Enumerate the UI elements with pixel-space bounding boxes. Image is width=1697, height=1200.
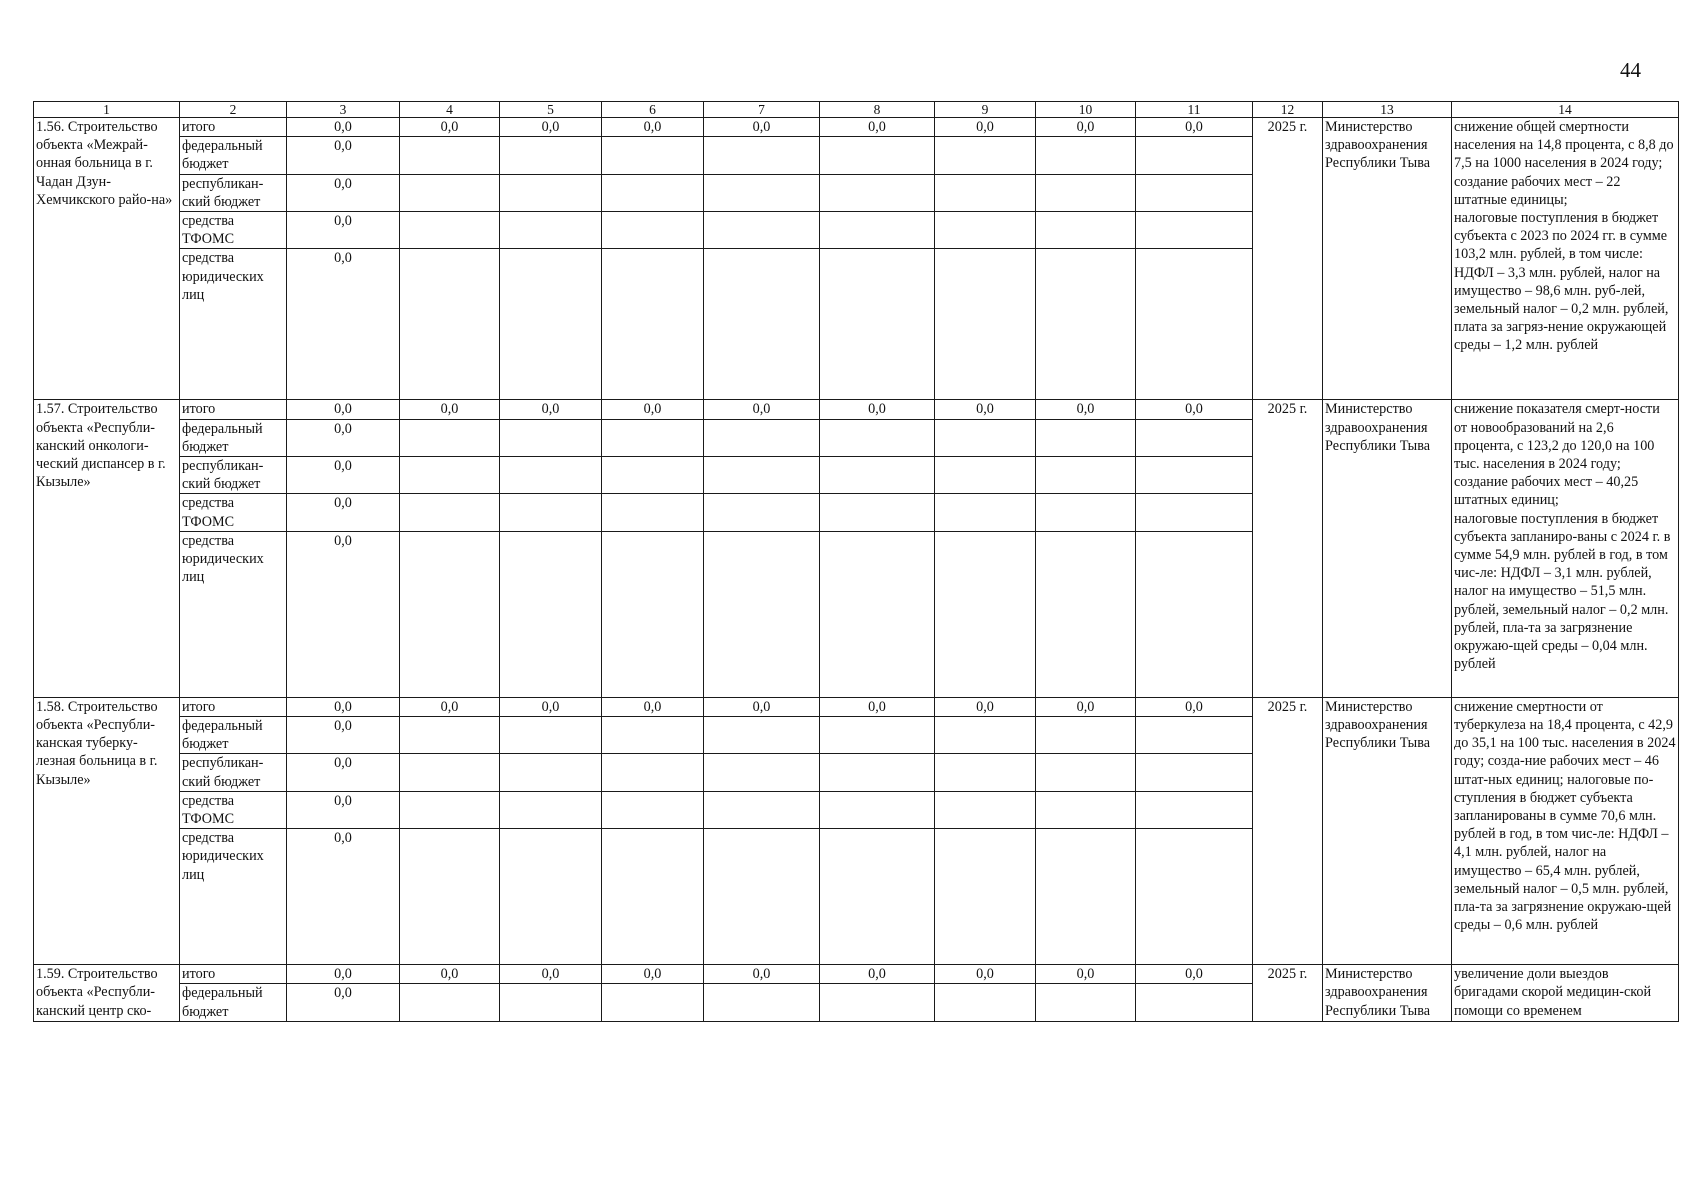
funding-source: средства ТФОМС bbox=[180, 212, 287, 249]
funding-value bbox=[704, 494, 820, 531]
funding-value: 0,0 bbox=[500, 118, 602, 137]
measure-title: 1.56. Строительство объекта «Межрай-онная больница в г. Чадан Дзун-Хемчикского райо-на» bbox=[34, 118, 180, 400]
funding-value: 0,0 bbox=[820, 118, 935, 137]
funding-value bbox=[400, 137, 500, 174]
funding-value bbox=[1036, 717, 1136, 754]
column-number: 1 bbox=[34, 102, 180, 118]
funding-value bbox=[704, 174, 820, 211]
funding-value: 0,0 bbox=[1036, 118, 1136, 137]
funding-value: 0,0 bbox=[935, 118, 1036, 137]
funding-value bbox=[1136, 174, 1253, 211]
funding-source: федеральный бюджет bbox=[180, 419, 287, 456]
funding-value bbox=[935, 457, 1036, 494]
funding-value: 0,0 bbox=[602, 400, 704, 419]
funding-value bbox=[820, 717, 935, 754]
funding-value bbox=[400, 457, 500, 494]
funding-value bbox=[1136, 494, 1253, 531]
funding-value bbox=[1036, 754, 1136, 791]
funding-value bbox=[704, 984, 820, 1021]
completion-year: 2025 г. bbox=[1253, 965, 1323, 1022]
funding-value bbox=[400, 212, 500, 249]
responsible-ministry: Министерство здравоохранения Республики Тыва bbox=[1323, 118, 1452, 400]
funding-value bbox=[500, 174, 602, 211]
measure-title: 1.59. Строительство объекта «Республи-канский центр ско- bbox=[34, 965, 180, 1022]
funding-value bbox=[1036, 174, 1136, 211]
column-number: 8 bbox=[820, 102, 935, 118]
funding-value bbox=[1036, 212, 1136, 249]
funding-source: республикан-ский бюджет bbox=[180, 174, 287, 211]
column-number: 12 bbox=[1253, 102, 1323, 118]
funding-value bbox=[935, 829, 1036, 965]
funding-value: 0,0 bbox=[400, 697, 500, 716]
funding-value bbox=[820, 754, 935, 791]
funding-value bbox=[820, 249, 935, 400]
completion-year: 2025 г. bbox=[1253, 697, 1323, 964]
funding-source: федеральный бюджет bbox=[180, 137, 287, 174]
funding-value: 0,0 bbox=[500, 697, 602, 716]
funding-value: 0,0 bbox=[1136, 697, 1253, 716]
funding-value bbox=[400, 419, 500, 456]
funding-value: 0,0 bbox=[500, 400, 602, 419]
funding-value bbox=[400, 984, 500, 1021]
expected-results: снижение смертности от туберкулеза на 18,4 процента, с 42,9 до 35,1 на 100 тыс. населения в 2024 году; созда-ние рабочих мест – 46 штат-ных единиц; налоговые по-ступления в бюджет субъекта запланированы в сумме 70,6 млн. рублей в год, в том чис-ле: НДФЛ – 4,1 млн. рублей, налог на имущество – 65,4 млн. рублей, земельный налог – 0,5 млн. рублей, пла-та за загрязнение окружаю-щей среды – 0,6 млн. рублей bbox=[1452, 697, 1679, 964]
funding-value bbox=[602, 829, 704, 965]
funding-source: республикан-ский бюджет bbox=[180, 754, 287, 791]
funding-value bbox=[704, 829, 820, 965]
funding-value bbox=[400, 754, 500, 791]
funding-value bbox=[602, 717, 704, 754]
funding-value bbox=[1136, 984, 1253, 1021]
funding-value bbox=[602, 494, 704, 531]
responsible-ministry: Министерство здравоохранения Республики Тыва bbox=[1323, 697, 1452, 964]
column-number: 10 bbox=[1036, 102, 1136, 118]
funding-value bbox=[602, 249, 704, 400]
funding-value: 0,0 bbox=[400, 118, 500, 137]
funding-source: средства ТФОМС bbox=[180, 791, 287, 828]
table-row bbox=[34, 400, 1679, 419]
funding-value bbox=[704, 212, 820, 249]
funding-value bbox=[1136, 419, 1253, 456]
funding-source: средства юридических лиц bbox=[180, 829, 287, 965]
funding-value bbox=[500, 137, 602, 174]
funding-value: 0,0 bbox=[820, 697, 935, 716]
expected-results: снижение показателя смерт-ности от новообразований на 2,6 процента, с 123,2 до 120,0 на 100 тыс. населения в 2024 году; создание рабочих мест – 40,25 штатных единиц; налоговые поступления в бюджет субъекта запланиро-ваны с 2024 г. в сумме 54,9 млн. рублей в год, в том чис-ле: НДФЛ – 3,1 млн. рублей, налог на имущество – 51,5 млн. рублей, земельный налог – 0,2 млн. рублей, пла-та за загрязнение окружаю-щей среды – 0,04 млн. рублей bbox=[1452, 400, 1679, 697]
completion-year: 2025 г. bbox=[1253, 400, 1323, 697]
column-number: 7 bbox=[704, 102, 820, 118]
funding-value: 0,0 bbox=[704, 697, 820, 716]
program-table bbox=[33, 101, 1679, 1022]
funding-source: итого bbox=[180, 400, 287, 419]
funding-value: 0,0 bbox=[1036, 965, 1136, 984]
funding-value bbox=[935, 137, 1036, 174]
funding-value bbox=[1136, 249, 1253, 400]
funding-value bbox=[1036, 791, 1136, 828]
column-number: 3 bbox=[287, 102, 400, 118]
funding-value: 0,0 bbox=[602, 697, 704, 716]
funding-value: 0,0 bbox=[287, 754, 400, 791]
funding-value bbox=[1036, 419, 1136, 456]
funding-source: итого bbox=[180, 965, 287, 984]
funding-value: 0,0 bbox=[287, 249, 400, 400]
funding-source: федеральный бюджет bbox=[180, 717, 287, 754]
funding-value bbox=[820, 419, 935, 456]
funding-value bbox=[1036, 249, 1136, 400]
funding-value bbox=[500, 829, 602, 965]
funding-value bbox=[602, 457, 704, 494]
funding-value bbox=[1136, 791, 1253, 828]
funding-value bbox=[820, 212, 935, 249]
measure-title: 1.58. Строительство объекта «Республи-канская туберку-лезная больница в г. Кызыле» bbox=[34, 697, 180, 964]
expected-results: снижение общей смертности населения на 14,8 процента, с 8,8 до 7,5 на 1000 населения в 2024 году; создание рабочих мест – 22 штатные единицы; налоговые поступления в бюджет субъекта с 2023 по 2024 гг. в сумме 103,2 млн. рублей, в том числе: НДФЛ – 3,3 млн. рублей, налог на имущество – 98,6 млн. руб-лей, земельный налог – 0,2 млн. рублей, плата за загряз-нение окружающей среды – 1,2 млн. рублей bbox=[1452, 118, 1679, 400]
expected-results: увеличение доли выездов бригадами скорой медицин-ской помощи со временем bbox=[1452, 965, 1679, 1022]
funding-value bbox=[1036, 457, 1136, 494]
funding-value bbox=[704, 249, 820, 400]
funding-value bbox=[820, 174, 935, 211]
funding-value bbox=[602, 791, 704, 828]
funding-value bbox=[935, 249, 1036, 400]
funding-value bbox=[500, 791, 602, 828]
funding-value bbox=[820, 494, 935, 531]
column-number: 11 bbox=[1136, 102, 1253, 118]
column-number: 13 bbox=[1323, 102, 1452, 118]
column-number: 2 bbox=[180, 102, 287, 118]
funding-value bbox=[820, 531, 935, 697]
measure-title: 1.57. Строительство объекта «Республи-канский онкологи-ческий диспансер в г. Кызыле» bbox=[34, 400, 180, 697]
funding-source: республикан-ский бюджет bbox=[180, 457, 287, 494]
funding-value: 0,0 bbox=[287, 829, 400, 965]
funding-value bbox=[935, 494, 1036, 531]
column-number: 6 bbox=[602, 102, 704, 118]
funding-value bbox=[500, 531, 602, 697]
funding-value: 0,0 bbox=[287, 697, 400, 716]
funding-value bbox=[704, 531, 820, 697]
funding-value: 0,0 bbox=[287, 419, 400, 456]
funding-value bbox=[400, 531, 500, 697]
funding-source: итого bbox=[180, 697, 287, 716]
funding-value bbox=[1036, 829, 1136, 965]
page-number: 44 bbox=[1620, 58, 1641, 82]
funding-value bbox=[1136, 457, 1253, 494]
funding-value bbox=[1136, 531, 1253, 697]
funding-value bbox=[1036, 984, 1136, 1021]
funding-value bbox=[820, 791, 935, 828]
funding-value bbox=[400, 791, 500, 828]
funding-value bbox=[935, 174, 1036, 211]
funding-value bbox=[1036, 494, 1136, 531]
funding-value bbox=[602, 419, 704, 456]
funding-value bbox=[935, 791, 1036, 828]
funding-value bbox=[704, 419, 820, 456]
funding-value: 0,0 bbox=[602, 965, 704, 984]
funding-value: 0,0 bbox=[1136, 118, 1253, 137]
funding-value: 0,0 bbox=[1036, 400, 1136, 419]
funding-value bbox=[1036, 137, 1136, 174]
funding-value bbox=[704, 717, 820, 754]
responsible-ministry: Министерство здравоохранения Республики Тыва bbox=[1323, 965, 1452, 1022]
funding-value bbox=[1136, 212, 1253, 249]
funding-value bbox=[500, 457, 602, 494]
funding-value bbox=[602, 754, 704, 791]
funding-value bbox=[1136, 137, 1253, 174]
funding-value: 0,0 bbox=[287, 531, 400, 697]
funding-value: 0,0 bbox=[287, 717, 400, 754]
funding-source: средства ТФОМС bbox=[180, 494, 287, 531]
column-number: 9 bbox=[935, 102, 1036, 118]
funding-value bbox=[935, 984, 1036, 1021]
funding-value: 0,0 bbox=[704, 400, 820, 419]
funding-source: итого bbox=[180, 118, 287, 137]
funding-value: 0,0 bbox=[935, 697, 1036, 716]
funding-value: 0,0 bbox=[935, 400, 1036, 419]
funding-value: 0,0 bbox=[400, 400, 500, 419]
funding-value bbox=[400, 494, 500, 531]
funding-value bbox=[935, 754, 1036, 791]
funding-value bbox=[500, 249, 602, 400]
funding-value: 0,0 bbox=[704, 965, 820, 984]
table-row bbox=[34, 118, 1679, 137]
funding-value bbox=[820, 137, 935, 174]
funding-value: 0,0 bbox=[500, 965, 602, 984]
column-number: 14 bbox=[1452, 102, 1679, 118]
funding-value: 0,0 bbox=[400, 965, 500, 984]
funding-value: 0,0 bbox=[287, 457, 400, 494]
funding-value bbox=[602, 984, 704, 1021]
funding-value bbox=[704, 791, 820, 828]
funding-value bbox=[1036, 531, 1136, 697]
funding-value bbox=[935, 419, 1036, 456]
funding-value bbox=[400, 717, 500, 754]
funding-value bbox=[704, 754, 820, 791]
completion-year: 2025 г. bbox=[1253, 118, 1323, 400]
funding-value: 0,0 bbox=[287, 174, 400, 211]
funding-value bbox=[935, 212, 1036, 249]
funding-source: средства юридических лиц bbox=[180, 531, 287, 697]
funding-value: 0,0 bbox=[602, 118, 704, 137]
funding-value: 0,0 bbox=[1136, 400, 1253, 419]
funding-source: средства юридических лиц bbox=[180, 249, 287, 400]
funding-value: 0,0 bbox=[704, 118, 820, 137]
table-row bbox=[34, 697, 1679, 716]
funding-value: 0,0 bbox=[287, 137, 400, 174]
funding-value: 0,0 bbox=[935, 965, 1036, 984]
funding-value bbox=[500, 984, 602, 1021]
funding-value bbox=[602, 137, 704, 174]
funding-value bbox=[400, 829, 500, 965]
funding-value bbox=[935, 717, 1036, 754]
funding-value bbox=[602, 531, 704, 697]
funding-value: 0,0 bbox=[287, 984, 400, 1021]
funding-value bbox=[500, 494, 602, 531]
funding-value bbox=[500, 717, 602, 754]
funding-value bbox=[820, 457, 935, 494]
funding-value bbox=[1136, 829, 1253, 965]
funding-value bbox=[935, 531, 1036, 697]
responsible-ministry: Министерство здравоохранения Республики Тыва bbox=[1323, 400, 1452, 697]
funding-value bbox=[500, 754, 602, 791]
funding-value: 0,0 bbox=[287, 118, 400, 137]
funding-value bbox=[1136, 717, 1253, 754]
funding-source: федеральный бюджет bbox=[180, 984, 287, 1021]
funding-value bbox=[500, 419, 602, 456]
funding-value bbox=[820, 984, 935, 1021]
funding-value bbox=[820, 829, 935, 965]
funding-value: 0,0 bbox=[287, 494, 400, 531]
funding-value: 0,0 bbox=[1036, 697, 1136, 716]
funding-value: 0,0 bbox=[287, 791, 400, 828]
funding-value: 0,0 bbox=[820, 400, 935, 419]
funding-value bbox=[704, 457, 820, 494]
column-number-row bbox=[34, 102, 1679, 118]
funding-value bbox=[1136, 754, 1253, 791]
table-row bbox=[34, 965, 1679, 984]
funding-value bbox=[704, 137, 820, 174]
funding-value: 0,0 bbox=[287, 400, 400, 419]
column-number: 5 bbox=[500, 102, 602, 118]
column-number: 4 bbox=[400, 102, 500, 118]
funding-value bbox=[602, 212, 704, 249]
funding-value: 0,0 bbox=[287, 965, 400, 984]
funding-value bbox=[500, 212, 602, 249]
funding-value: 0,0 bbox=[287, 212, 400, 249]
funding-value: 0,0 bbox=[1136, 965, 1253, 984]
funding-value: 0,0 bbox=[820, 965, 935, 984]
funding-value bbox=[602, 174, 704, 211]
funding-value bbox=[400, 249, 500, 400]
funding-value bbox=[400, 174, 500, 211]
